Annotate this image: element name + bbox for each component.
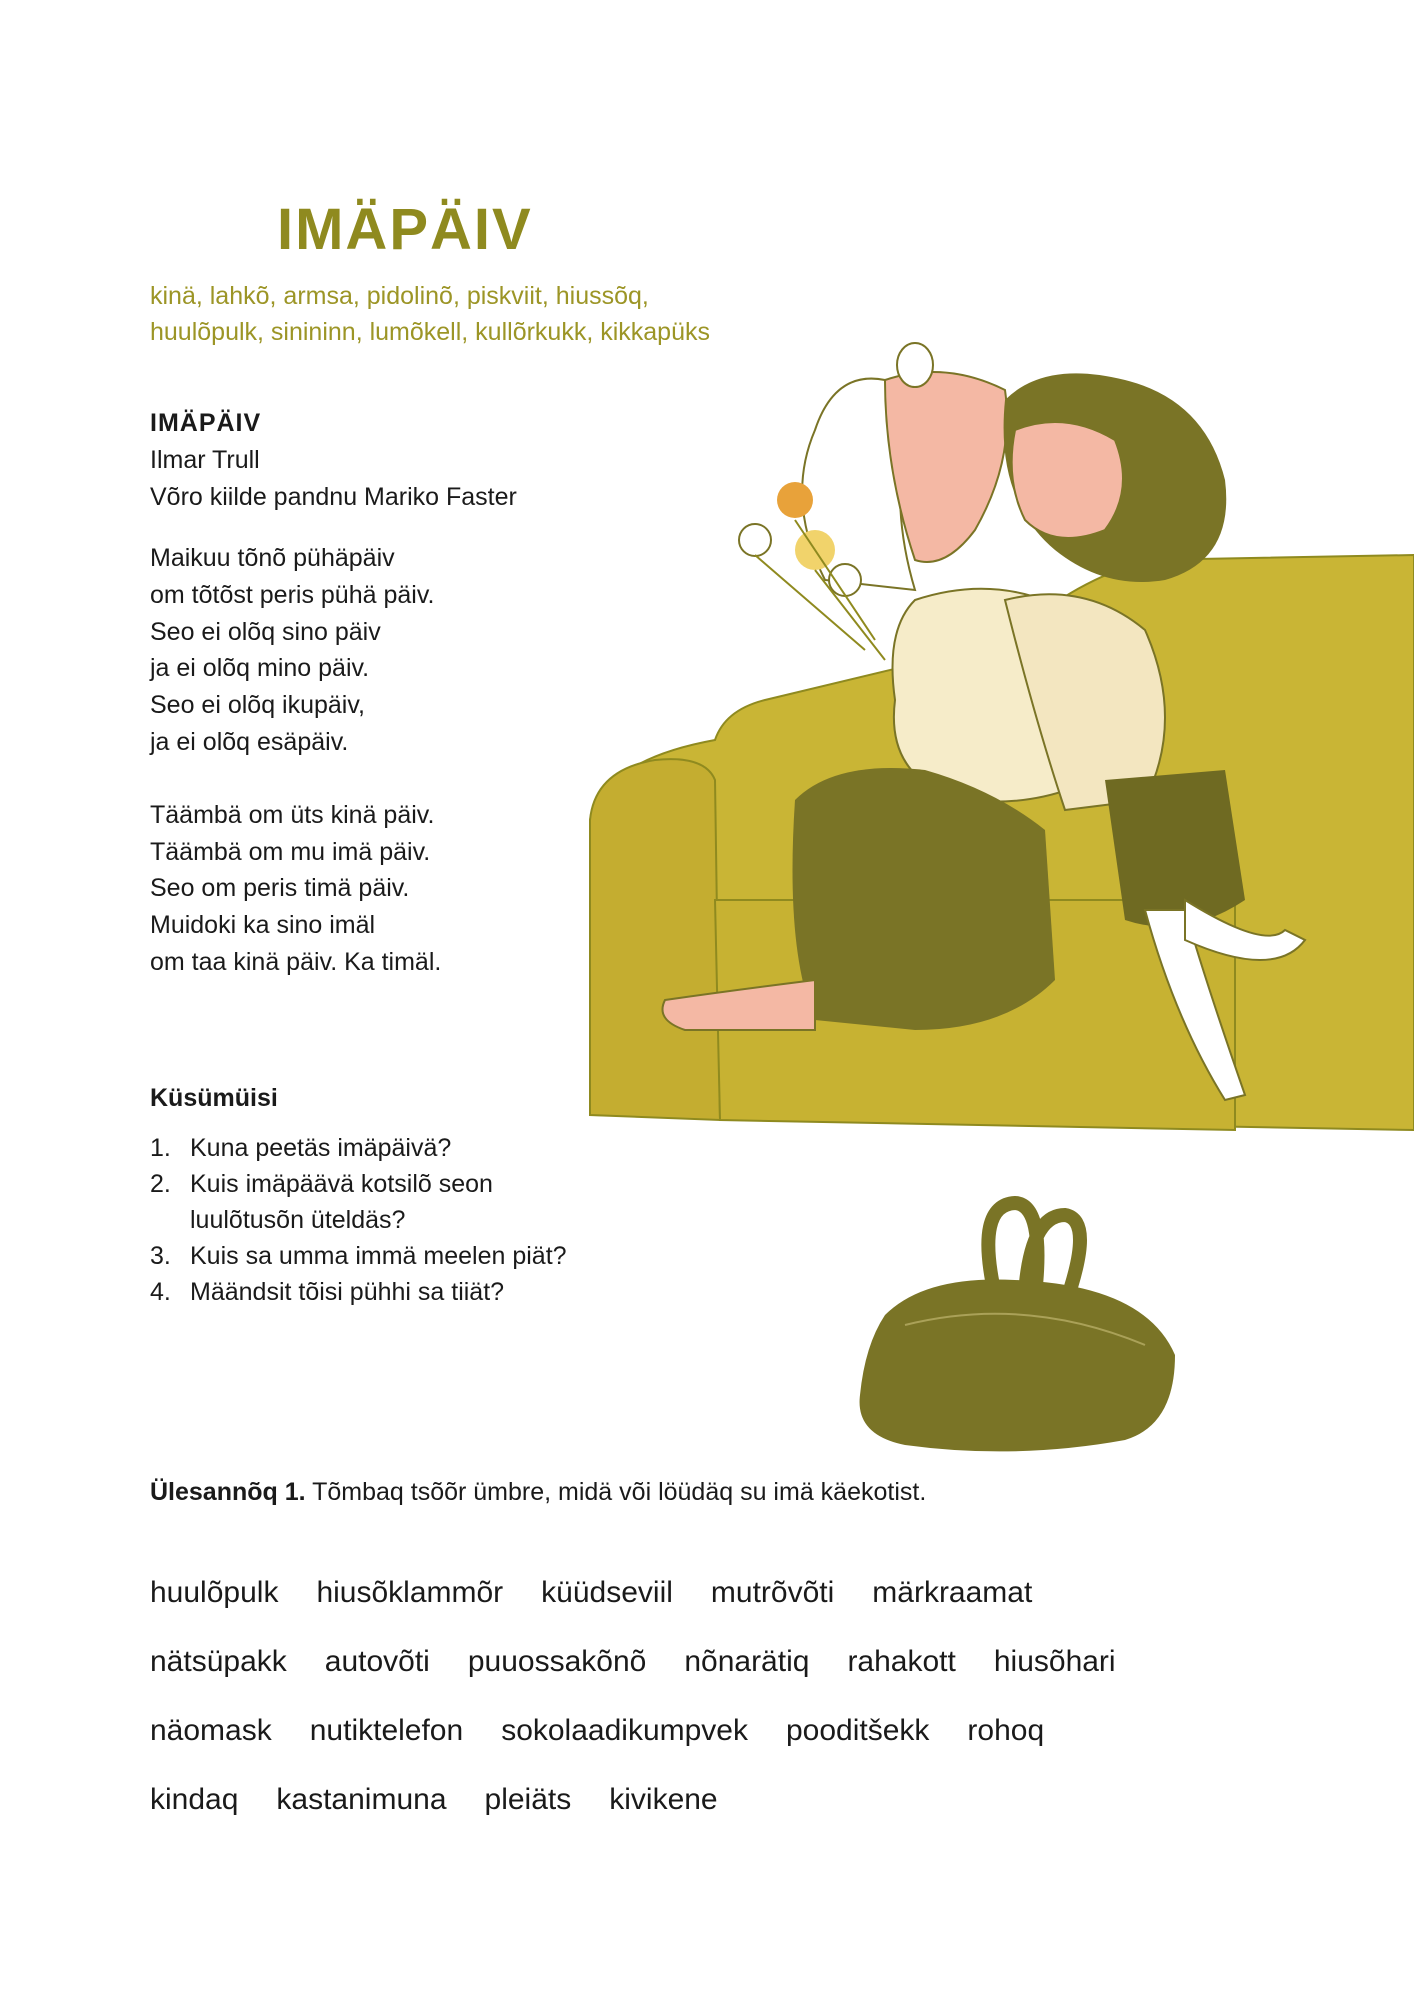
question-item: [150, 1130, 567, 1166]
word-item[interactable]: mutrõvõti: [710, 1575, 835, 1609]
word-item[interactable]: kivikene: [609, 1782, 718, 1816]
word-item[interactable]: nätsüpakk: [150, 1644, 287, 1678]
word-item[interactable]: kastanimuna: [276, 1782, 447, 1816]
question-number: 2.: [150, 1170, 171, 1198]
poem-line: Täämbä om üts kinä päiv.: [150, 800, 435, 829]
keyword-line: huulõpulk, sinininn, lumõkell, kullõrkukk, kikkapüks: [150, 318, 710, 346]
poem-author: Ilmar Trull: [150, 446, 260, 474]
poem-line: Seo ei olõq ikupäiv,: [150, 691, 365, 720]
question-item: [150, 1166, 567, 1238]
poem-line: Seo om peris timä päiv.: [150, 874, 410, 903]
question-text: Kuis imäpäävä kotsilõ seon luulõtusõn üteldäs?: [190, 1170, 493, 1234]
handbag-illustration: [845, 1195, 1185, 1460]
word-item[interactable]: pooditšekk: [785, 1713, 930, 1747]
word-item[interactable]: kindaq: [150, 1782, 239, 1816]
poem-line: Seo ei olõq sino päiv: [150, 617, 381, 646]
word-item[interactable]: märkraamat: [872, 1575, 1033, 1609]
hug-illustration: [585, 340, 1414, 1140]
poem-title: IMÄPÄIV: [150, 409, 262, 437]
task-label: Ülesannõq 1.: [150, 1478, 306, 1506]
word-row: [150, 1627, 1150, 1696]
page-title: IMÄPÄIV: [277, 197, 533, 262]
word-item[interactable]: küüdseviil: [541, 1575, 673, 1609]
word-item[interactable]: hiusõklammõr: [316, 1575, 504, 1609]
questions-section: [150, 1080, 567, 1310]
poem-body: [150, 540, 441, 1017]
word-item[interactable]: sokolaadikumpvek: [501, 1713, 748, 1747]
word-item[interactable]: nõnarätiq: [684, 1644, 810, 1678]
poem-line: om tõtõst peris pühä päiv.: [150, 580, 435, 609]
question-list: [150, 1130, 567, 1310]
question-item: [150, 1238, 567, 1274]
word-row: [150, 1558, 1150, 1627]
keyword-line: kinä, lahkõ, armsa, pidolinõ, piskviit, hiussõq,: [150, 282, 649, 310]
word-item[interactable]: puuossakõnõ: [467, 1644, 647, 1678]
bag-body: [860, 1279, 1175, 1451]
word-item[interactable]: näomask: [150, 1713, 272, 1747]
poem-translator: Võro kiilde pandnu Mariko Faster: [150, 483, 517, 511]
poem-line: Täämbä om mu imä päiv.: [150, 837, 431, 866]
poem-line: ja ei olõq mino päiv.: [150, 654, 370, 683]
poem-stanza: [150, 797, 441, 981]
question-text: Määndsit tõisi pühhi sa tiiät?: [190, 1278, 505, 1306]
word-row: [150, 1696, 1150, 1765]
word-item[interactable]: rahakott: [847, 1644, 956, 1678]
word-item[interactable]: pleiäts: [484, 1782, 572, 1816]
child-trousers: [1105, 770, 1245, 927]
questions-heading: Küsümüisi: [150, 1084, 278, 1112]
poem-line: ja ei olõq esäpäiv.: [150, 727, 349, 756]
word-item[interactable]: huulõpulk: [150, 1575, 279, 1609]
poem-line: Muidoki ka sino imäl: [150, 911, 376, 940]
mother-bun: [897, 343, 933, 387]
word-row: [150, 1765, 1150, 1834]
question-text: Kuis sa umma immä meelen piät?: [190, 1242, 567, 1270]
task-line: [150, 1478, 926, 1507]
question-item: [150, 1274, 567, 1310]
question-number: 3.: [150, 1242, 171, 1270]
word-item[interactable]: hiusõhari: [993, 1644, 1116, 1678]
word-grid: [150, 1558, 1150, 1834]
word-item[interactable]: rohoq: [967, 1713, 1045, 1747]
sofa-arm: [590, 759, 720, 1120]
task-instruction: Tõmbaq tsõõr ümbre, midä või löüdäq su imä käekotist.: [312, 1478, 927, 1506]
poem-header: [150, 405, 517, 516]
question-text: Kuna peetäs imäpäivä?: [190, 1134, 452, 1162]
question-number: 4.: [150, 1278, 171, 1306]
poem-line: Maikuu tõnõ pühäpäiv: [150, 544, 395, 572]
question-number: 1.: [150, 1134, 171, 1162]
poem-stanza: [150, 540, 441, 761]
child-face: [1012, 422, 1123, 538]
word-item[interactable]: autovõti: [324, 1644, 430, 1678]
poem-line: om taa kinä päiv. Ka timäl.: [150, 947, 442, 976]
word-item[interactable]: nutiktelefon: [309, 1713, 464, 1747]
